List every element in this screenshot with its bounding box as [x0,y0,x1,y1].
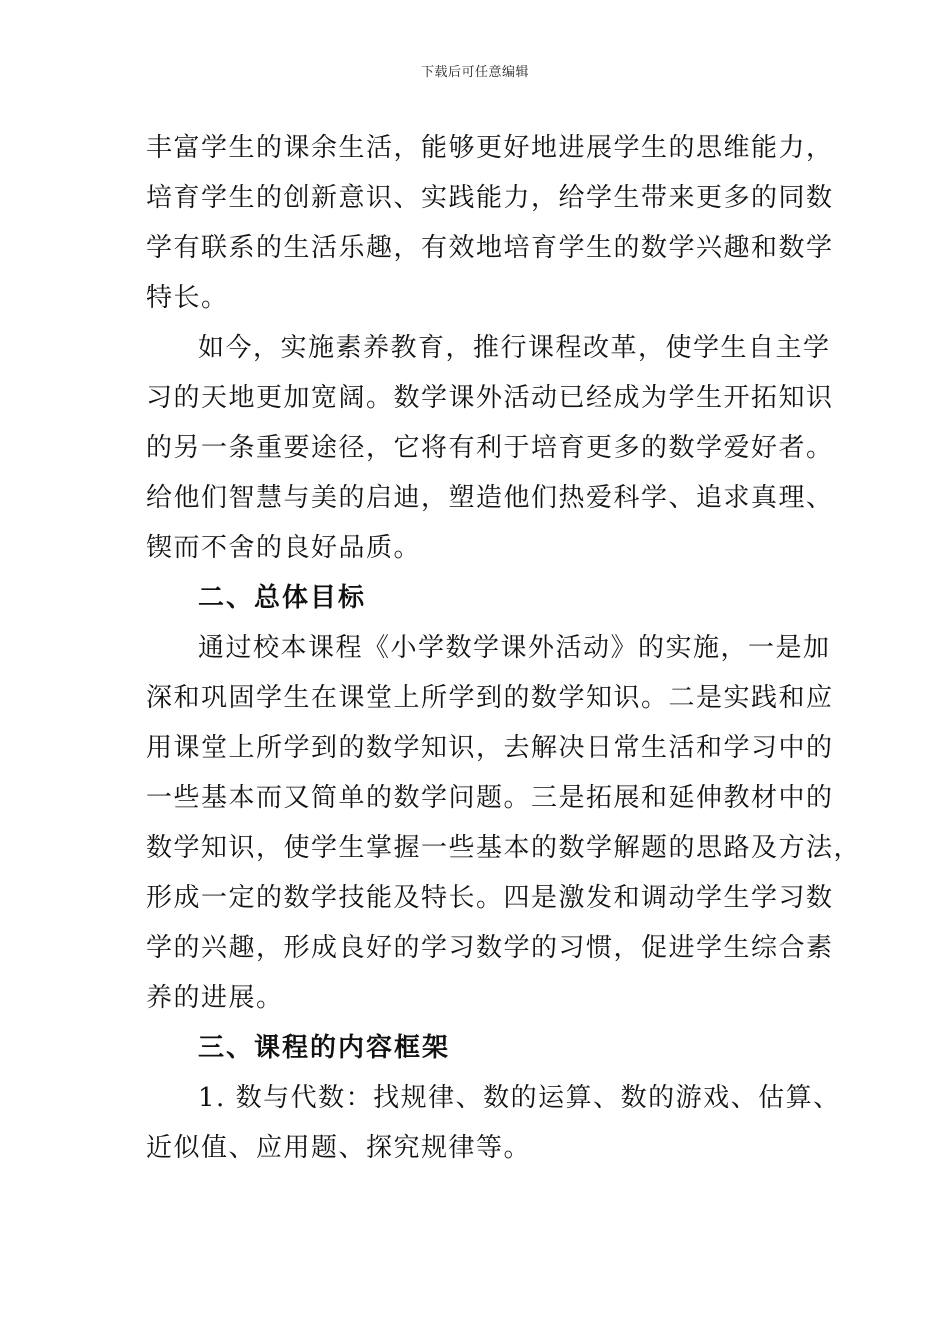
paragraph-line: 特长。 [146,283,229,313]
paragraph-line: 锲而不舍的良好品质。 [146,533,422,563]
paragraph-line: 用课堂上所学到的数学知识，去解决日常生活和学习中的 [146,733,834,763]
section-heading-course-content: 三、课程的内容框架 [198,1033,451,1063]
paragraph-line: 如今，实施素养教育，推行课程改革，使学生自主学 [198,333,831,363]
section-heading-overall-goals: 二、总体目标 [198,583,367,613]
paragraph-line: 的另一条重要途径，它将有利于培育更多的数学爱好者。 [146,433,834,463]
paragraph-line: 学的兴趣，形成良好的学习数学的习惯，促进学生综合素 [146,933,834,963]
paragraph-line: 学有联系的生活乐趣，有效地培育学生的数学兴趣和数学 [146,233,834,263]
paragraph-line: 养的进展。 [146,983,284,1013]
paragraph-line: 习的天地更加宽阔。数学课外活动已经成为学生开拓知识 [146,383,834,413]
paragraph-line: 1. 数与代数：找规律、数的运算、数的游戏、估算、 [198,1083,841,1113]
page-header: 下载后可任意编辑 [420,65,529,80]
paragraph-line: 数学知识，使学生掌握一些基本的数学解题的思路及方法， [146,833,862,863]
paragraph-line: 培育学生的创新意识、实践能力，给学生带来更多的同数 [146,183,834,213]
paragraph-line: 丰富学生的课余生活，能够更好地进展学生的思维能力， [146,133,834,163]
paragraph-line: 通过校本课程《小学数学课外活动》的实施，一是加 [198,633,831,663]
paragraph-line: 给他们智慧与美的启迪，塑造他们热爱科学、追求真理、 [146,483,834,513]
paragraph-line: 深和巩固学生在课堂上所学到的数学知识。二是实践和应 [146,683,834,713]
paragraph-line: 形成一定的数学技能及特长。四是激发和调动学生学习数 [146,883,834,913]
paragraph-line: 一些基本而又简单的数学问题。三是拓展和延伸教材中的 [146,783,834,813]
paragraph-line: 近似值、应用题、探究规律等。 [146,1133,532,1163]
